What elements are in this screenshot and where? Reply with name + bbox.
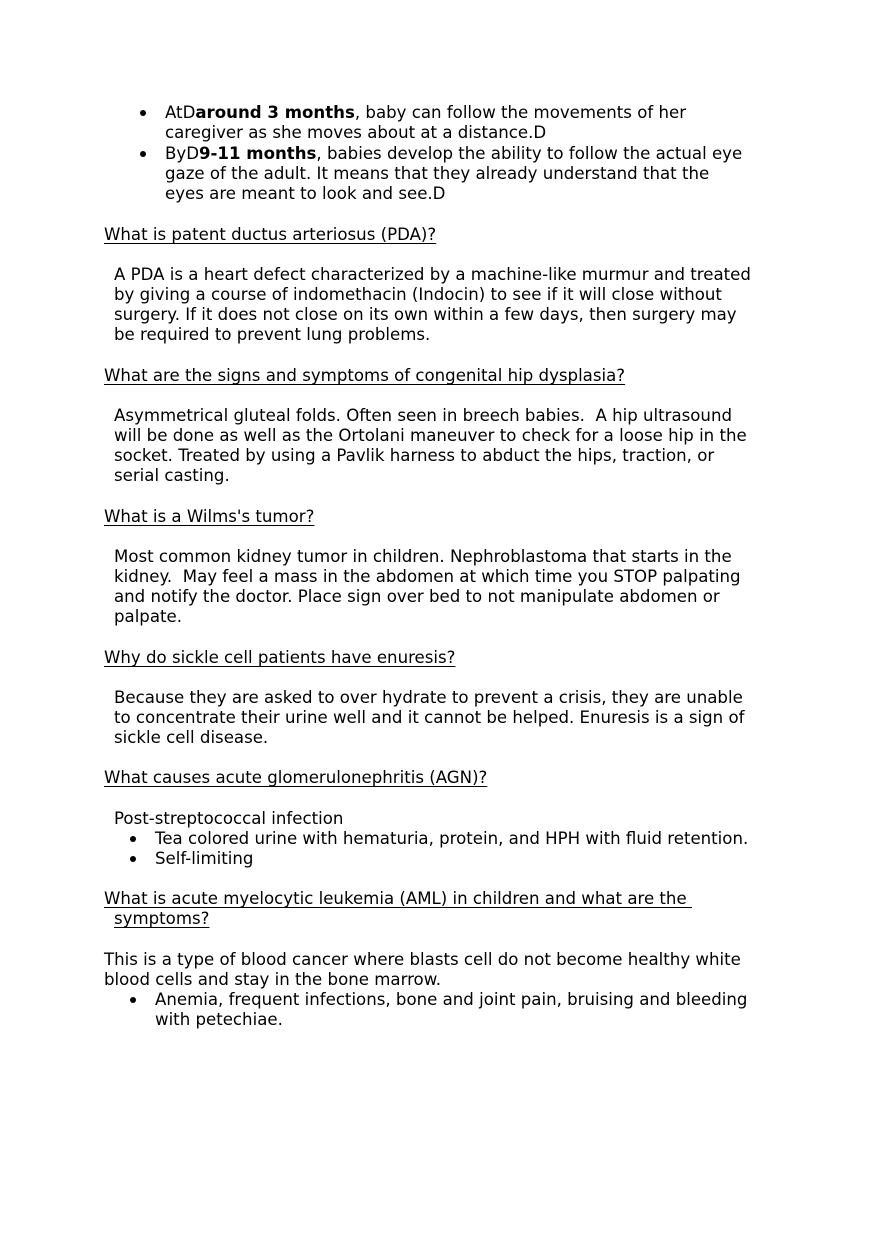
agn-bullet-2: Self-limiting — [155, 849, 254, 868]
question-pda: What is patent ductus arteriosus (PDA)? — [104, 225, 437, 244]
top-bullet-2: ByD9-11 months, babies develop the ability to follow the actual eye gaze of the adult. It means that they already understand that the eyes are meant to look and see.D — [165, 144, 743, 203]
answer-pda: A PDA is a heart defect characterized by a machine-like murmur and treated by giving a course of indomethacin (Indocin) to see if it will close without surgery. If it does not close on its own within a few days, then surgery may be required to prevent lung problems. — [114, 265, 751, 344]
answer-hip-dysplasia: Asymmetrical gluteal folds. Often seen in breech babies. A hip ultrasound will be done as well as the Ortolani maneuver to check for a loose hip in the socket. Treated by using a Pavlik harness to abduct the hips, traction, or serial casting. — [114, 406, 747, 485]
question-hip-dysplasia: What are the signs and symptoms of congenital hip dysplasia? — [104, 366, 626, 385]
question-sickle-cell: Why do sickle cell patients have enuresis? — [104, 648, 456, 667]
aml-bullet-1: Anemia, frequent infections, bone and joint pain, bruising and bleeding with petechiae. — [155, 990, 748, 1029]
question-wilms-tumor: What is a Wilms's tumor? — [104, 507, 315, 526]
answer-sickle-cell: Because they are asked to over hydrate to prevent a crisis, they are unable to concentrate their urine well and it cannot be helped. Enuresis is a sign of sickle cell disease. — [114, 688, 745, 747]
question-aml-line-2: symptoms? — [114, 909, 210, 928]
question-aml-line-1: What is acute myelocytic leukemia (AML) in children and what are the — [104, 889, 692, 908]
top-bullet-1: AtDaround 3 months, baby can follow the movements of her caregiver as she moves about at a distance.D — [165, 103, 687, 142]
agn-bullet-1: Tea colored urine with hematuria, protein, and HPH with fluid retention. — [155, 829, 749, 848]
answer-aml: This is a type of blood cancer where blasts cell do not become healthy white blood cells and stay in the bone marrow. — [104, 950, 741, 989]
question-agn: What causes acute glomerulonephritis (AGN)? — [104, 768, 488, 787]
answer-agn: Post-streptococcal infection — [114, 809, 344, 828]
answer-wilms-tumor: Most common kidney tumor in children. Nephroblastoma that starts in the kidney. May feel a mass in the abdomen at which time you STOP palpating and notify the doctor. Place sign over bed to not manipulate abdomen or palpate. — [114, 547, 741, 626]
